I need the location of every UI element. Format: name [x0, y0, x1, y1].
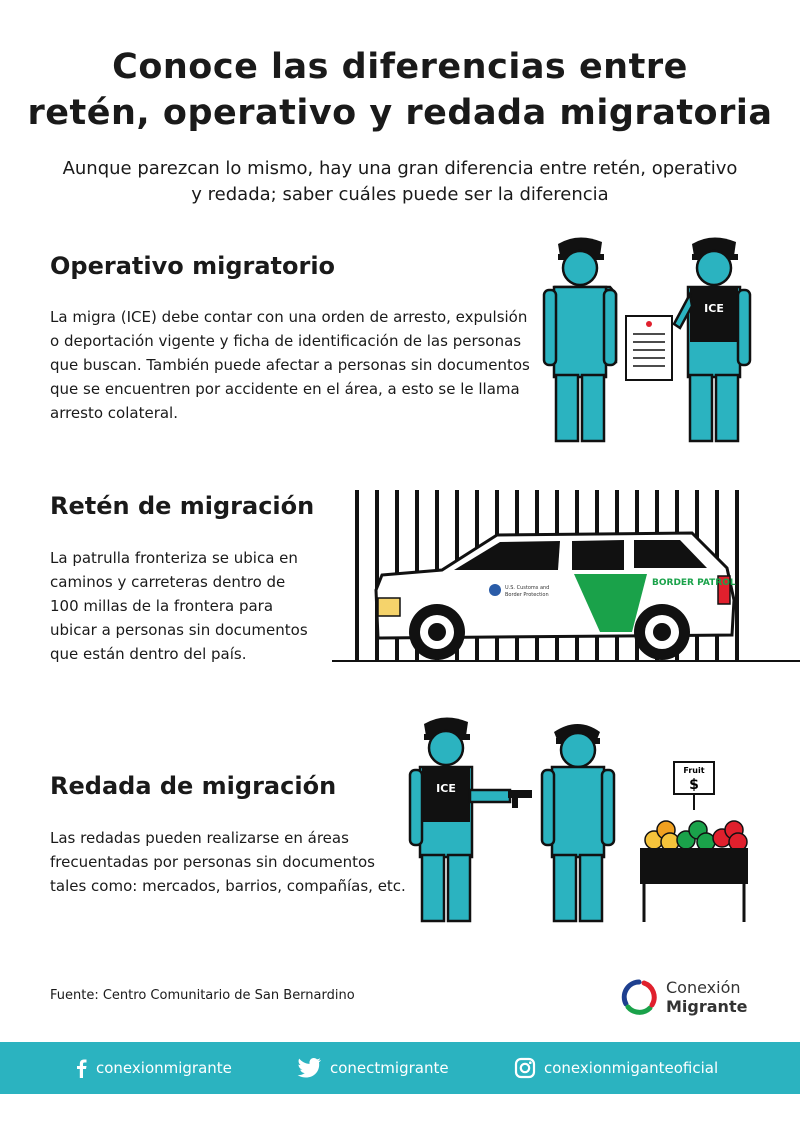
border-patrol-text: BORDER PATROL	[652, 578, 736, 588]
text-operativo	[50, 305, 530, 425]
twitter-icon	[296, 1057, 322, 1079]
cbp-text: U.S. Customs and	[505, 585, 550, 591]
text-redada	[50, 826, 406, 898]
person-figure	[544, 237, 616, 441]
logo-line-2: Migrante	[666, 997, 748, 1016]
text-line: frecuentadas por personas sin documentos	[50, 853, 375, 871]
instagram-icon	[514, 1057, 536, 1079]
arrest-warrant-document	[626, 316, 672, 380]
vest-label: ICE	[704, 302, 724, 315]
text-line: 100 millas de la frontera para	[50, 597, 274, 615]
text-line: ubicar a personas sin documentos	[50, 621, 308, 639]
footer-social-bar	[0, 1042, 800, 1094]
text-reten	[50, 546, 308, 666]
facebook-handle: conexionmigrante	[96, 1059, 232, 1077]
subtitle: Aunque parezcan lo mismo, hay una gran diferencia entre retén, operativo y redada; saber cuáles puede ser la diferencia	[62, 158, 738, 205]
heading-operativo: Operativo migratorio	[50, 252, 336, 280]
facebook-icon	[74, 1058, 88, 1078]
text-line: Las redadas pueden realizarse en áreas	[50, 829, 349, 847]
redada-illustration	[408, 712, 760, 924]
text-line: que buscan. También puede afectar a personas sin documentos	[50, 356, 530, 374]
title-line-2: retén, operativo y redada migratoria	[27, 93, 773, 133]
text-line: La migra (ICE) debe contar con una orden de arresto, expulsión	[50, 308, 528, 326]
text-line: que se encuentren por accidente en el área, a esto se le llama	[50, 380, 520, 398]
twitter-link[interactable]	[296, 1042, 449, 1094]
price-sign: $	[689, 777, 699, 793]
title-line-1: Conoce las diferencias entre	[112, 47, 688, 87]
page-title	[0, 44, 800, 136]
reten-illustration	[332, 490, 800, 665]
person-figure	[542, 724, 614, 921]
text-line: caminos y carreteras dentro de	[50, 573, 286, 591]
fruit-sign: Fruit	[683, 766, 705, 775]
text-line: que están dentro del país.	[50, 645, 247, 663]
conexion-migrante-logo	[620, 978, 747, 1016]
heading-redada: Redada de migración	[50, 772, 337, 800]
fruit-stand	[640, 762, 748, 922]
instagram-handle: conexionmiganteoficial	[544, 1059, 719, 1077]
text-line: arresto colateral.	[50, 404, 178, 422]
operativo-illustration	[540, 232, 760, 444]
twitter-handle: conectmigrante	[330, 1059, 449, 1077]
cbp-text: Border Protection	[505, 592, 549, 598]
gun-icon	[508, 790, 532, 808]
vest-label: ICE	[436, 782, 456, 795]
text-line: La patrulla fronteriza se ubica en	[50, 549, 298, 567]
text-line: o deportación vigente y ficha de identificación de las personas	[50, 332, 522, 350]
heading-reten: Retén de migración	[50, 492, 315, 520]
logo-text	[666, 978, 747, 1016]
instagram-link[interactable]	[514, 1042, 718, 1094]
source-note: Fuente: Centro Comunitario de San Bernardino	[50, 988, 355, 1003]
text-line: tales como: mercados, barrios, compañías, etc.	[50, 877, 406, 895]
ice-agent-figure	[410, 717, 510, 921]
ice-agent-figure	[674, 237, 750, 441]
facebook-link[interactable]	[74, 1042, 232, 1094]
logo-icon	[620, 978, 658, 1016]
logo-line-1: Conexión	[666, 978, 741, 997]
